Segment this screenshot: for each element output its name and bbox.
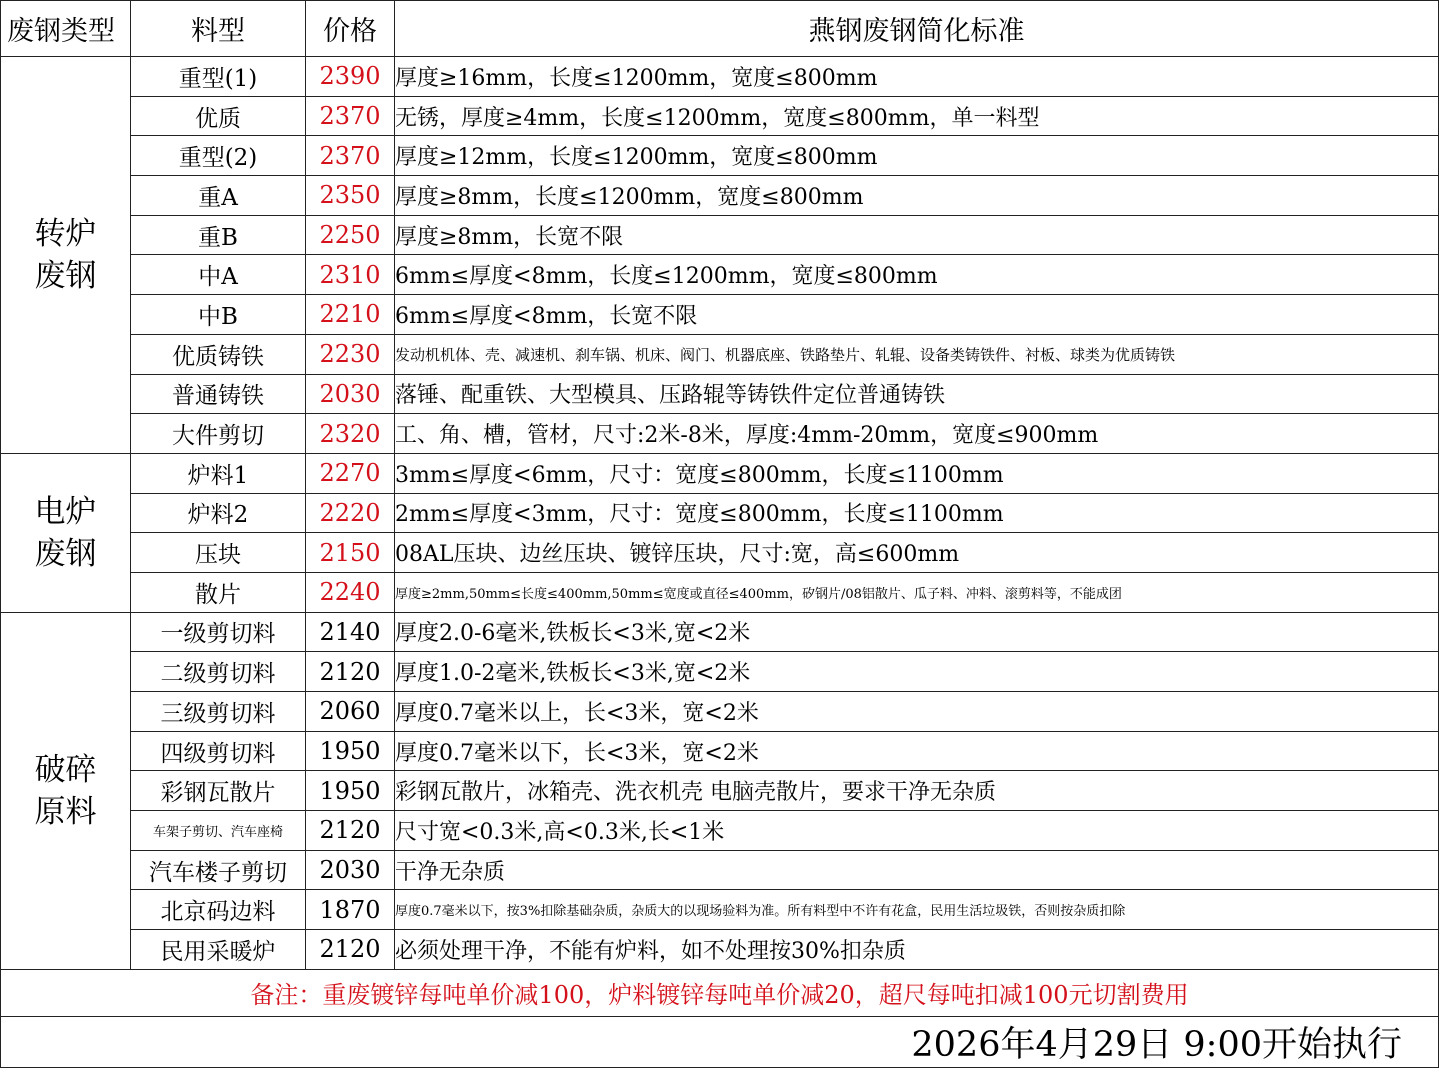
table-row	[1, 374, 1439, 414]
material-cell: 北京码边料	[131, 890, 306, 930]
price-cell: 2310	[306, 255, 395, 295]
price-cell: 1950	[306, 771, 395, 811]
price-cell: 2270	[306, 453, 395, 493]
header-scrap-type: 废钢类型	[1, 1, 131, 57]
price-cell: 2370	[306, 96, 395, 136]
material-cell: 普通铸铁	[131, 374, 306, 414]
table-row	[1, 890, 1439, 930]
standard-cell: 发动机机体、壳、减速机、刹车锅、机床、阀门、机器底座、铁路垫片、轧辊、设备类铸铁件、衬板、球类为优质铸铁	[395, 334, 1439, 374]
material-cell: 散片	[131, 572, 306, 612]
standard-cell: 厚度0.7毫米以下，按3%扣除基础杂质，杂质大的以现场验料为准。所有料型中不许有花盒，民用生活垃圾铁，否则按杂质扣除	[395, 890, 1439, 930]
table-row	[1, 215, 1439, 255]
price-cell: 2220	[306, 493, 395, 533]
material-cell: 重型(2)	[131, 136, 306, 176]
price-cell: 2230	[306, 334, 395, 374]
table-row	[1, 811, 1439, 851]
price-cell: 2120	[306, 930, 395, 970]
price-cell: 2370	[306, 136, 395, 176]
table-row	[1, 533, 1439, 573]
standard-cell: 08AL压块、边丝压块、镀锌压块，尺寸:宽，高≤600mm	[395, 533, 1439, 573]
table-row	[1, 136, 1439, 176]
standard-cell: 厚度2.0-6毫米,铁板长<3米,宽<2米	[395, 612, 1439, 652]
price-cell: 2240	[306, 572, 395, 612]
standard-cell: 厚度≥8mm，长宽不限	[395, 215, 1439, 255]
price-cell: 2120	[306, 652, 395, 692]
material-cell: 优质铸铁	[131, 334, 306, 374]
material-cell: 重B	[131, 215, 306, 255]
table-row	[1, 572, 1439, 612]
header-row	[1, 1, 1439, 57]
material-cell: 优质	[131, 96, 306, 136]
table-row	[1, 850, 1439, 890]
material-cell: 车架子剪切、汽车座椅	[131, 811, 306, 851]
standard-cell: 厚度0.7毫米以下，长<3米，宽<2米	[395, 731, 1439, 771]
material-cell: 大件剪切	[131, 414, 306, 454]
table-row	[1, 493, 1439, 533]
category-converter-scrap: 转炉 废钢	[1, 57, 131, 454]
effective-date: 2026年4月29日 9:00开始执行	[1, 1016, 1439, 1067]
standard-cell: 3mm≤厚度<6mm，尺寸：宽度≤800mm，长度≤1100mm	[395, 453, 1439, 493]
standard-cell: 尺寸宽<0.3米,高<0.3米,长<1米	[395, 811, 1439, 851]
material-cell: 四级剪切料	[131, 731, 306, 771]
price-cell: 2030	[306, 374, 395, 414]
standard-cell: 6mm≤厚度<8mm，长度≤1200mm，宽度≤800mm	[395, 255, 1439, 295]
header-material: 料型	[131, 1, 306, 57]
standard-cell: 彩钢瓦散片，冰箱壳、洗衣机壳 电脑壳散片，要求干净无杂质	[395, 771, 1439, 811]
price-cell: 2320	[306, 414, 395, 454]
standard-cell: 厚度≥2mm,50mm≤长度≤400mm,50mm≤宽度或直径≤400mm，矽钢片/08铝散片、瓜子料、冲料、滚剪料等，不能成团	[395, 572, 1439, 612]
price-cell: 2150	[306, 533, 395, 573]
note-row	[1, 969, 1439, 1016]
material-cell: 中B	[131, 295, 306, 335]
material-cell: 彩钢瓦散片	[131, 771, 306, 811]
table-row	[1, 295, 1439, 335]
price-cell: 2250	[306, 215, 395, 255]
material-cell: 炉料2	[131, 493, 306, 533]
material-cell: 二级剪切料	[131, 652, 306, 692]
price-cell: 2120	[306, 811, 395, 851]
price-cell: 1950	[306, 731, 395, 771]
table-row	[1, 612, 1439, 652]
category-shredded-material: 破碎 原料	[1, 612, 131, 969]
standard-cell: 6mm≤厚度<8mm，长宽不限	[395, 295, 1439, 335]
header-standard: 燕钢废钢简化标准	[395, 1, 1439, 57]
header-price: 价格	[306, 1, 395, 57]
table-row	[1, 57, 1439, 97]
standard-cell: 落锤、配重铁、大型模具、压路辊等铸铁件定位普通铸铁	[395, 374, 1439, 414]
category-electric-furnace-scrap: 电炉 废钢	[1, 453, 131, 612]
price-cell: 2030	[306, 850, 395, 890]
price-cell: 2350	[306, 176, 395, 216]
material-cell: 重A	[131, 176, 306, 216]
standard-cell: 厚度0.7毫米以上，长<3米，宽<2米	[395, 692, 1439, 732]
standard-cell: 2mm≤厚度<3mm，尺寸：宽度≤800mm，长度≤1100mm	[395, 493, 1439, 533]
table-row	[1, 453, 1439, 493]
standard-cell: 干净无杂质	[395, 850, 1439, 890]
standard-cell: 工、角、槽，管材，尺寸:2米-8米，厚度:4mm-20mm，宽度≤900mm	[395, 414, 1439, 454]
price-cell: 2390	[306, 57, 395, 97]
material-cell: 中A	[131, 255, 306, 295]
price-cell: 2210	[306, 295, 395, 335]
material-cell: 民用采暖炉	[131, 930, 306, 970]
material-cell: 炉料1	[131, 453, 306, 493]
standard-cell: 必须处理干净，不能有炉料，如不处理按30%扣杂质	[395, 930, 1439, 970]
material-cell: 一级剪切料	[131, 612, 306, 652]
table-row	[1, 96, 1439, 136]
standard-cell: 无锈，厚度≥4mm，长度≤1200mm，宽度≤800mm，单一料型	[395, 96, 1439, 136]
table-row	[1, 731, 1439, 771]
price-cell: 2060	[306, 692, 395, 732]
standard-cell: 厚度≥16mm，长度≤1200mm，宽度≤800mm	[395, 57, 1439, 97]
table-row	[1, 930, 1439, 970]
table-row	[1, 255, 1439, 295]
standard-cell: 厚度1.0-2毫米,铁板长<3米,宽<2米	[395, 652, 1439, 692]
material-cell: 三级剪切料	[131, 692, 306, 732]
table-row	[1, 652, 1439, 692]
standard-cell: 厚度≥8mm，长度≤1200mm，宽度≤800mm	[395, 176, 1439, 216]
table-row	[1, 176, 1439, 216]
table-row	[1, 771, 1439, 811]
price-cell: 1870	[306, 890, 395, 930]
material-cell: 重型(1)	[131, 57, 306, 97]
table-row	[1, 414, 1439, 454]
standard-cell: 厚度≥12mm，长度≤1200mm，宽度≤800mm	[395, 136, 1439, 176]
price-cell: 2140	[306, 612, 395, 652]
remarks-note: 备注：重废镀锌每吨单价减100，炉料镀锌每吨单价减20，超尺每吨扣减100元切割费用	[1, 969, 1439, 1016]
table-row	[1, 692, 1439, 732]
material-cell: 汽车楼子剪切	[131, 850, 306, 890]
material-cell: 压块	[131, 533, 306, 573]
table-row	[1, 334, 1439, 374]
